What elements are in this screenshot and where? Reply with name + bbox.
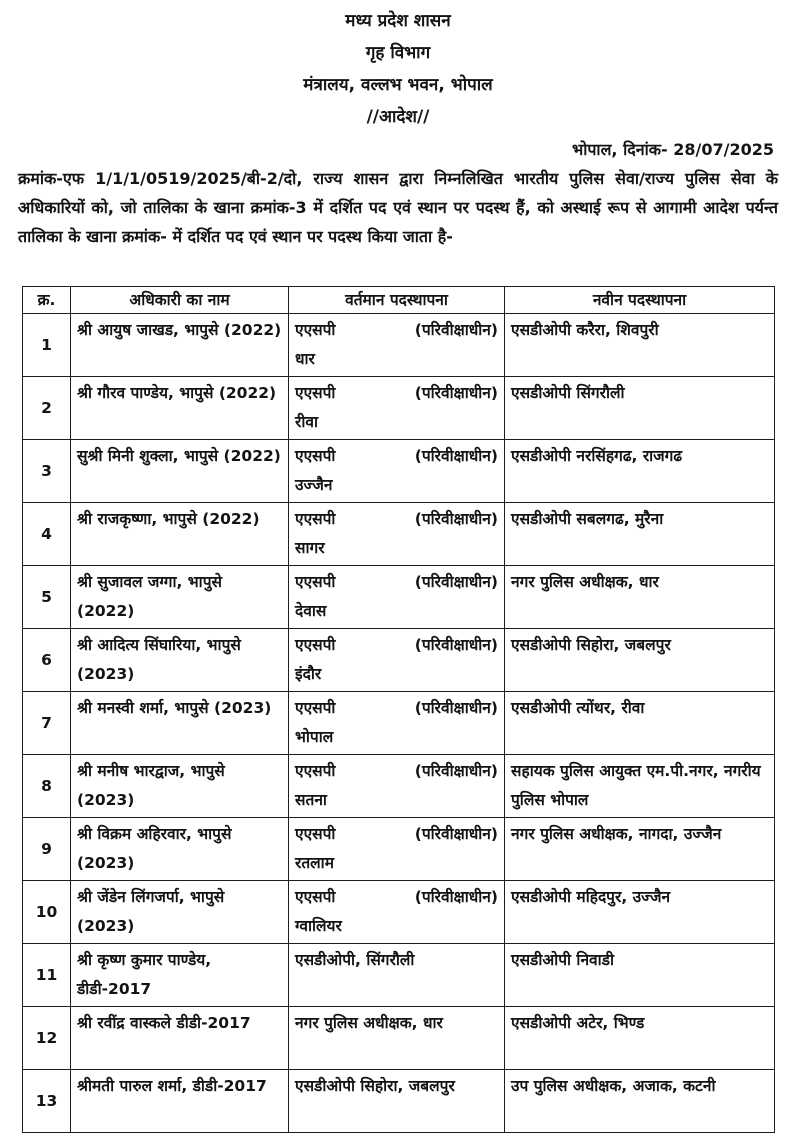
row-sno: 1 xyxy=(23,314,71,377)
row-sno: 2 xyxy=(23,377,71,440)
row-officer-name: श्री मनीष भारद्वाज, भापुसे (2023) xyxy=(71,755,289,818)
row-new-posting: एसडीओपी सिंगरौली xyxy=(505,377,775,440)
current-post-status: (परिवीक्षाधीन) xyxy=(414,888,498,906)
col-header-new-posting: नवीन पदस्थापना xyxy=(505,287,775,314)
current-post-status: (परिवीक्षाधीन) xyxy=(414,510,498,528)
row-current-posting xyxy=(289,314,505,377)
row-sno: 6 xyxy=(23,629,71,692)
current-post-location: धार xyxy=(295,350,315,368)
order-heading: //आदेश// xyxy=(366,107,430,127)
table-row xyxy=(23,377,775,440)
row-new-posting: एसडीओपी सिहोरा, जबलपुर xyxy=(505,629,775,692)
current-post-title: एएसपी xyxy=(295,384,336,402)
current-post-title: एएसपी xyxy=(295,825,336,843)
row-new-posting: एसडीओपी निवाडी xyxy=(505,944,775,1007)
row-current-posting xyxy=(289,692,505,755)
current-post-location: सतना xyxy=(295,791,327,809)
current-posting-line1 xyxy=(295,631,498,660)
current-post-status: (परिवीक्षाधीन) xyxy=(414,636,498,654)
current-posting-line1 xyxy=(295,316,498,345)
row-current-posting xyxy=(289,503,505,566)
row-new-posting: एसडीओपी महिदपुर, उज्जैन xyxy=(505,881,775,944)
current-posting-line1 xyxy=(295,379,498,408)
row-current-posting xyxy=(289,440,505,503)
row-sno: 12 xyxy=(23,1007,71,1070)
row-current-posting xyxy=(289,629,505,692)
current-posting-line1 xyxy=(295,568,498,597)
row-new-posting: एसडीओपी सबलगढ, मुरैना xyxy=(505,503,775,566)
col-header-name: अधिकारी का नाम xyxy=(71,287,289,314)
current-post-location: सागर xyxy=(295,539,325,557)
current-post-title: एएसपी xyxy=(295,699,336,717)
row-current-posting xyxy=(289,755,505,818)
current-posting-line1 xyxy=(295,757,498,786)
current-post-location: देवास xyxy=(295,602,327,620)
current-post-location: रीवा xyxy=(295,413,318,431)
row-officer-name: श्री जेंडेन लिंगजर्पा, भापुसे (2023) xyxy=(71,881,289,944)
row-sno: 3 xyxy=(23,440,71,503)
table-row xyxy=(23,692,775,755)
row-new-posting: उप पुलिस अधीक्षक, अजाक, कटनी xyxy=(505,1070,775,1133)
row-officer-name: श्री आयुष जाखड, भापुसे (2022) xyxy=(71,314,289,377)
row-officer-name: श्री विक्रम अहिरवार, भापुसे (2023) xyxy=(71,818,289,881)
current-post-title: एसडीओपी, सिंगरौली xyxy=(295,951,415,969)
row-new-posting: एसडीओपी नरसिंहगढ, राजगढ xyxy=(505,440,775,503)
table-row xyxy=(23,944,775,1007)
current-post-title: नगर पुलिस अधीक्षक, धार xyxy=(295,1014,443,1032)
row-officer-name: सुश्री मिनी शुक्ला, भापुसे (2022) xyxy=(71,440,289,503)
row-new-posting: एसडीओपी त्योंथर, रीवा xyxy=(505,692,775,755)
row-officer-name: श्री राजकृष्णा, भापुसे (2022) xyxy=(71,503,289,566)
current-post-title: एएसपी xyxy=(295,762,336,780)
table-header-row xyxy=(23,287,775,314)
row-current-posting xyxy=(289,1070,505,1133)
row-new-posting: नगर पुलिस अधीक्षक, धार xyxy=(505,566,775,629)
current-posting-line1 xyxy=(295,694,498,723)
current-post-status: (परिवीक्षाधीन) xyxy=(414,825,498,843)
current-post-location: रतलाम xyxy=(295,854,334,872)
table-row xyxy=(23,503,775,566)
row-sno: 4 xyxy=(23,503,71,566)
current-post-location: उज्जैन xyxy=(295,476,333,494)
table-row xyxy=(23,1070,775,1133)
row-sno: 10 xyxy=(23,881,71,944)
table-row xyxy=(23,755,775,818)
dateline: भोपाल, दिनांक- 28/07/2025 xyxy=(571,140,774,159)
current-post-status: (परिवीक्षाधीन) xyxy=(414,384,498,402)
table-row xyxy=(23,629,775,692)
row-officer-name: श्री कृष्ण कुमार पाण्डेय, डीडी-2017 xyxy=(71,944,289,1007)
row-sno: 11 xyxy=(23,944,71,1007)
table-row xyxy=(23,314,775,377)
row-sno: 5 xyxy=(23,566,71,629)
current-post-location: भोपाल xyxy=(295,728,334,746)
row-new-posting: सहायक पुलिस आयुक्त एम.पी.नगर, नगरीय पुलिस भोपाल xyxy=(505,755,775,818)
current-post-status: (परिवीक्षाधीन) xyxy=(414,573,498,591)
address-line: मंत्रालय, वल्लभ भवन, भोपाल xyxy=(303,75,493,95)
current-post-title: एएसपी xyxy=(295,888,336,906)
row-officer-name: श्रीमती पारुल शर्मा, डीडी-2017 xyxy=(71,1070,289,1133)
row-officer-name: श्री गौरव पाण्डेय, भापुसे (2022) xyxy=(71,377,289,440)
row-new-posting: नगर पुलिस अधीक्षक, नागदा, उज्जैन xyxy=(505,818,775,881)
department-title: गृह विभाग xyxy=(365,43,431,63)
row-new-posting: एसडीओपी करैरा, शिवपुरी xyxy=(505,314,775,377)
current-post-title: एएसपी xyxy=(295,447,336,465)
current-post-title: एएसपी xyxy=(295,321,336,339)
table-row xyxy=(23,881,775,944)
row-current-posting xyxy=(289,566,505,629)
current-post-location: इंदौर xyxy=(295,665,322,683)
row-current-posting xyxy=(289,944,505,1007)
row-current-posting xyxy=(289,881,505,944)
current-post-title: एसडीओपी सिहोरा, जबलपुर xyxy=(295,1077,455,1095)
current-posting-line1 xyxy=(295,883,498,912)
table-row xyxy=(23,566,775,629)
current-post-status: (परिवीक्षाधीन) xyxy=(414,447,498,465)
row-new-posting: एसडीओपी अटेर, भिण्ड xyxy=(505,1007,775,1070)
col-header-sno: क्र. xyxy=(23,287,71,314)
table-row xyxy=(23,440,775,503)
row-current-posting xyxy=(289,1007,505,1070)
row-sno: 13 xyxy=(23,1070,71,1133)
col-header-current-posting: वर्तमान पदस्थापना xyxy=(289,287,505,314)
current-posting-line1 xyxy=(295,442,498,471)
row-sno: 8 xyxy=(23,755,71,818)
current-post-status: (परिवीक्षाधीन) xyxy=(414,762,498,780)
current-posting-line1 xyxy=(295,505,498,534)
posting-table xyxy=(22,286,775,1133)
current-posting-line1 xyxy=(295,820,498,849)
order-paragraph: क्रमांक-एफ 1/1/1/0519/2025/बी-2/दो, राज्य शासन द्वारा निम्नलिखित भारतीय पुलिस सेवा/राज्य पुलिस सेवा के अधिकारियों को, जो तालिका के खाना क्रमांक-3 में दर्शित पद एवं स्थान पर पदस्थ हैं, को अस्थाई रूप से आगामी आदेश पर्यन्त तालिका के खाना क्रमांक- में दर्शित पद एवं स्थान पर पदस्थ किया जाता है- xyxy=(18,169,778,246)
row-officer-name: श्री सुजावल जग्गा, भापुसे (2022) xyxy=(71,566,289,629)
govt-title: मध्य प्रदेश शासन xyxy=(345,11,451,31)
row-officer-name: श्री रवींद्र वास्कले डीडी-2017 xyxy=(71,1007,289,1070)
row-officer-name: श्री आदित्य सिंघारिया, भापुसे (2023) xyxy=(71,629,289,692)
row-sno: 9 xyxy=(23,818,71,881)
row-officer-name: श्री मनस्वी शर्मा, भापुसे (2023) xyxy=(71,692,289,755)
current-post-status: (परिवीक्षाधीन) xyxy=(414,699,498,717)
table-row xyxy=(23,1007,775,1070)
table-row xyxy=(23,818,775,881)
current-post-status: (परिवीक्षाधीन) xyxy=(414,321,498,339)
current-post-location: ग्वालियर xyxy=(295,917,342,935)
current-post-title: एएसपी xyxy=(295,510,336,528)
current-post-title: एएसपी xyxy=(295,636,336,654)
row-current-posting xyxy=(289,377,505,440)
row-sno: 7 xyxy=(23,692,71,755)
row-current-posting xyxy=(289,818,505,881)
current-post-title: एएसपी xyxy=(295,573,336,591)
